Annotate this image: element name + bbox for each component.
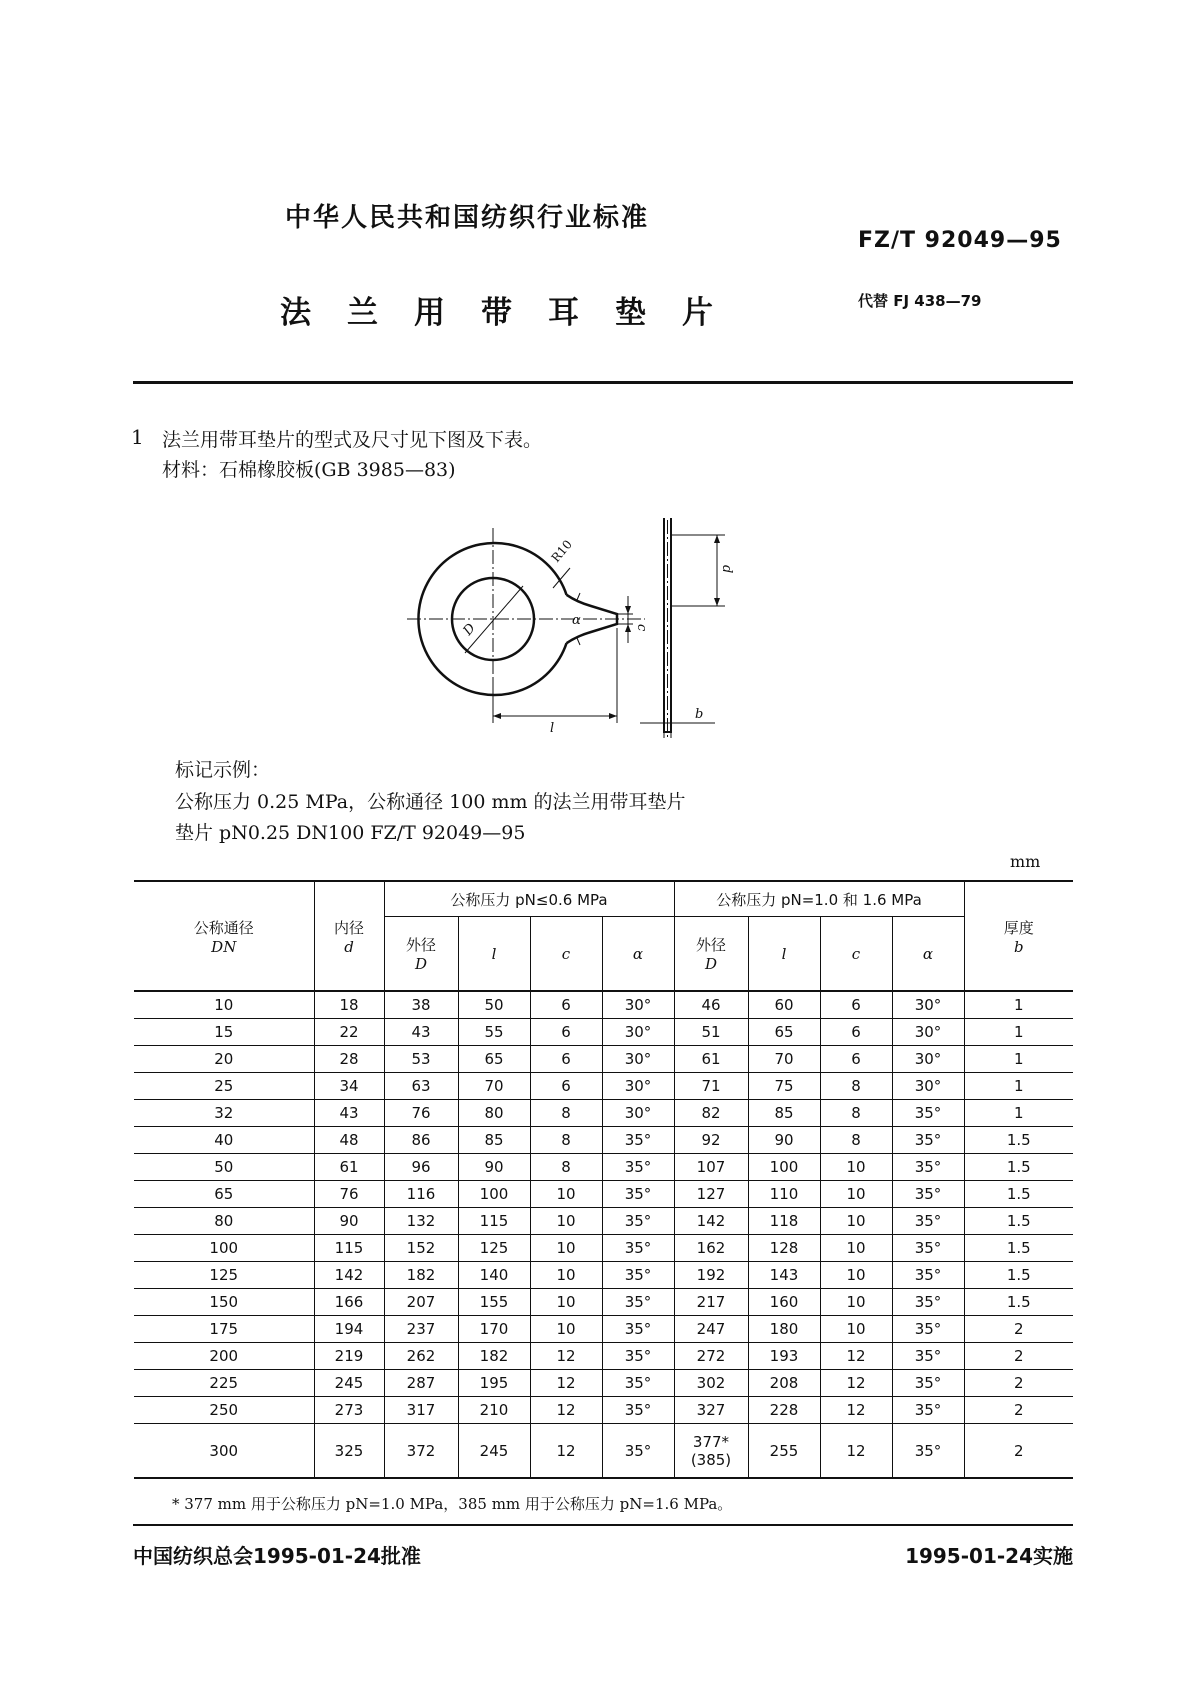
table-cell: 20: [134, 1046, 314, 1073]
table-cell: 6: [820, 991, 892, 1019]
table-cell: 35°: [602, 1424, 674, 1479]
table-cell: 70: [458, 1073, 530, 1100]
table-cell: 2: [964, 1397, 1073, 1424]
d-label: d: [719, 565, 734, 574]
r10-label: R10: [548, 537, 575, 565]
table-cell: 1.5: [964, 1262, 1073, 1289]
table-cell: 35°: [602, 1208, 674, 1235]
table-cell: 1: [964, 1073, 1073, 1100]
d2-primary: 377*: [692, 1432, 730, 1451]
table-cell: 30°: [892, 1073, 964, 1100]
table-cell: 225: [134, 1370, 314, 1397]
table-cell: 30°: [602, 991, 674, 1019]
table-row: [134, 1181, 1073, 1208]
table-cell: 219: [314, 1343, 384, 1370]
table-cell: 30°: [602, 1073, 674, 1100]
table-body: [134, 991, 1073, 1478]
marking-description: 公称压力 0.25 MPa，公称通径 100 mm 的法兰用带耳垫片: [175, 791, 686, 813]
table-cell: 118: [748, 1208, 820, 1235]
replaces-note: 代替 FJ 438—79: [858, 292, 982, 310]
table-cell: 128: [748, 1235, 820, 1262]
table-cell: 82: [674, 1100, 748, 1127]
table-header-row: [134, 881, 1073, 917]
d-label: 内径: [333, 918, 364, 937]
d-arrow-top: [714, 535, 720, 543]
table-cell: 35°: [892, 1181, 964, 1208]
table-cell: 43: [314, 1100, 384, 1127]
table-cell: 35°: [892, 1424, 964, 1479]
table-cell: 90: [458, 1154, 530, 1181]
table-row: [134, 1262, 1073, 1289]
table-cell: 1: [964, 1046, 1073, 1073]
table-cell: 12: [530, 1370, 602, 1397]
table-cell: 152: [384, 1235, 458, 1262]
table-cell: 30°: [602, 1046, 674, 1073]
table-cell: 50: [458, 991, 530, 1019]
table-cell: 245: [458, 1424, 530, 1479]
table-cell: 262: [384, 1343, 458, 1370]
c-label: c: [634, 624, 649, 632]
table-cell: 142: [674, 1208, 748, 1235]
table-cell: 48: [314, 1127, 384, 1154]
table-cell: [674, 1424, 748, 1479]
table-cell: 107: [674, 1154, 748, 1181]
table-cell: 35°: [602, 1370, 674, 1397]
table-cell: 76: [384, 1100, 458, 1127]
table-cell: 143: [748, 1262, 820, 1289]
col-dn-header: [134, 881, 314, 991]
table-row: [134, 1370, 1073, 1397]
org-title: 中华人民共和国纺织行业标准: [285, 203, 650, 233]
c-arrow-top: [625, 606, 631, 614]
c-arrow-bottom: [625, 624, 631, 632]
table-cell: 10: [820, 1289, 892, 1316]
table-cell: 35°: [892, 1343, 964, 1370]
table-cell: 55: [458, 1019, 530, 1046]
table-cell: 125: [458, 1235, 530, 1262]
table-cell: 30°: [602, 1100, 674, 1127]
table-cell: 287: [384, 1370, 458, 1397]
col-thickness-header: [964, 881, 1073, 991]
table-cell: 10: [530, 1208, 602, 1235]
table-cell: 100: [458, 1181, 530, 1208]
table-cell: 25: [134, 1073, 314, 1100]
table-cell: 110: [748, 1181, 820, 1208]
table-cell: 2: [964, 1316, 1073, 1343]
table-cell: 10: [820, 1208, 892, 1235]
d2-alternate: (385): [690, 1450, 732, 1469]
table-cell: 6: [820, 1046, 892, 1073]
table-cell: 1.5: [964, 1208, 1073, 1235]
table-cell: 8: [820, 1073, 892, 1100]
gasket-side-view: [640, 518, 725, 738]
table-cell: 208: [748, 1370, 820, 1397]
table-cell: 12: [820, 1424, 892, 1479]
table-cell: 140: [458, 1262, 530, 1289]
table-cell: 192: [674, 1262, 748, 1289]
table-cell: 8: [530, 1127, 602, 1154]
table-cell: 65: [134, 1181, 314, 1208]
table-cell: 327: [674, 1397, 748, 1424]
table-cell: 217: [674, 1289, 748, 1316]
table-cell: 250: [134, 1397, 314, 1424]
table-cell: 80: [134, 1208, 314, 1235]
table-cell: 10: [820, 1235, 892, 1262]
table-row: [134, 1073, 1073, 1100]
alpha-label: α: [572, 613, 581, 628]
table-cell: 35°: [602, 1262, 674, 1289]
table-cell: 35°: [602, 1316, 674, 1343]
table-cell: 182: [458, 1343, 530, 1370]
alpha-tick-top: [577, 593, 580, 600]
l-arrow-right: [609, 713, 617, 719]
outer-symbol: D: [414, 955, 428, 973]
table-cell: 317: [384, 1397, 458, 1424]
table-cell: 228: [748, 1397, 820, 1424]
table-cell: 1: [964, 1100, 1073, 1127]
table-cell: 170: [458, 1316, 530, 1343]
table-cell: 182: [384, 1262, 458, 1289]
table-cell: 35°: [602, 1397, 674, 1424]
table-cell: 325: [314, 1424, 384, 1479]
col-alpha-2: α: [892, 917, 964, 992]
table-cell: 150: [134, 1289, 314, 1316]
table-row: [134, 1289, 1073, 1316]
table-cell: 372: [384, 1424, 458, 1479]
table-cell: 85: [458, 1127, 530, 1154]
table-cell: 200: [134, 1343, 314, 1370]
table-cell: 12: [530, 1424, 602, 1479]
table-cell: 8: [820, 1100, 892, 1127]
table-cell: 60: [748, 991, 820, 1019]
table-cell: 1.5: [964, 1127, 1073, 1154]
table-cell: 8: [530, 1154, 602, 1181]
table-cell: 12: [820, 1343, 892, 1370]
table-cell: 35°: [602, 1289, 674, 1316]
table-cell: 35°: [892, 1397, 964, 1424]
table-row: [134, 1154, 1073, 1181]
table-cell: 53: [384, 1046, 458, 1073]
table-row: [134, 1397, 1073, 1424]
table-cell: 85: [748, 1100, 820, 1127]
table-cell: 6: [530, 1046, 602, 1073]
table-cell: 35°: [602, 1343, 674, 1370]
table-cell: 10: [530, 1262, 602, 1289]
col-outer-d-1: [384, 917, 458, 992]
table-cell: 10: [530, 1289, 602, 1316]
table-cell: 12: [530, 1343, 602, 1370]
table-cell: 43: [384, 1019, 458, 1046]
table-row: [134, 1208, 1073, 1235]
table-cell: 10: [530, 1316, 602, 1343]
table-cell: 35°: [892, 1235, 964, 1262]
table-cell: 34: [314, 1073, 384, 1100]
table-cell: 8: [820, 1127, 892, 1154]
table-cell: 2: [964, 1424, 1073, 1479]
table-cell: 30°: [892, 1046, 964, 1073]
outer-symbol: D: [704, 955, 718, 973]
table-cell: 175: [134, 1316, 314, 1343]
col-alpha-1: α: [602, 917, 674, 992]
table-cell: 51: [674, 1019, 748, 1046]
clause-number: 1: [131, 425, 144, 449]
table-cell: 35°: [892, 1208, 964, 1235]
table-cell: 70: [748, 1046, 820, 1073]
table-cell: 65: [458, 1046, 530, 1073]
table-cell: 35°: [892, 1100, 964, 1127]
table-cell: 8: [530, 1100, 602, 1127]
table-cell: 92: [674, 1127, 748, 1154]
arrowheads: [493, 606, 631, 719]
table-cell: 6: [530, 991, 602, 1019]
table-cell: 207: [384, 1289, 458, 1316]
table-cell: 125: [134, 1262, 314, 1289]
table-cell: 38: [384, 991, 458, 1019]
table-cell: 75: [748, 1073, 820, 1100]
table-cell: 35°: [892, 1127, 964, 1154]
table-cell: 10: [820, 1181, 892, 1208]
dn-label: 公称通径: [193, 918, 254, 937]
table-cell: 12: [820, 1370, 892, 1397]
table-cell: 71: [674, 1073, 748, 1100]
table-cell: 90: [314, 1208, 384, 1235]
table-cell: 96: [384, 1154, 458, 1181]
table-cell: 116: [384, 1181, 458, 1208]
table-cell: 142: [314, 1262, 384, 1289]
clause-text: 法兰用带耳垫片的型式及尺寸见下图及下表。: [162, 429, 543, 451]
table-row-last: [134, 1424, 1073, 1479]
standard-number: FZ/T 92049—95: [858, 228, 1062, 253]
table-cell: 61: [314, 1154, 384, 1181]
table-cell: 6: [530, 1073, 602, 1100]
table-cell: 10: [530, 1181, 602, 1208]
thickness-symbol: b: [1013, 937, 1024, 956]
col-d-header: [314, 881, 384, 991]
table-cell: 160: [748, 1289, 820, 1316]
table-cell: 46: [674, 991, 748, 1019]
table-cell: 10: [530, 1235, 602, 1262]
table-cell: 6: [530, 1019, 602, 1046]
table-cell: 1.5: [964, 1181, 1073, 1208]
table-row: [134, 1100, 1073, 1127]
d-symbol: d: [344, 937, 354, 956]
table-cell: 100: [134, 1235, 314, 1262]
table-cell: 18: [314, 991, 384, 1019]
table-cell: 30°: [602, 1019, 674, 1046]
table-cell: 10: [820, 1316, 892, 1343]
approval-note: 中国纺织总会1995-01-24批准: [133, 1544, 421, 1568]
table-cell: 100: [748, 1154, 820, 1181]
table-cell: 86: [384, 1127, 458, 1154]
table-cell: 237: [384, 1316, 458, 1343]
table-cell: 35°: [892, 1154, 964, 1181]
table-footnote: * 377 mm 用于公称压力 pN=1.0 MPa，385 mm 用于公称压力 pN=1.6 MPa。: [172, 1495, 733, 1513]
table-cell: 1.5: [964, 1154, 1073, 1181]
table-cell: 210: [458, 1397, 530, 1424]
table-cell: 166: [314, 1289, 384, 1316]
l-label: l: [550, 721, 555, 736]
table-cell: 50: [134, 1154, 314, 1181]
table-cell: 28: [314, 1046, 384, 1073]
outer-label: 外径: [405, 936, 436, 954]
table-cell: 6: [820, 1019, 892, 1046]
outer-label: 外径: [695, 936, 726, 954]
marking-heading: 标记示例：: [175, 759, 271, 781]
table-cell: 195: [458, 1370, 530, 1397]
table-cell: 273: [314, 1397, 384, 1424]
table-cell: 127: [674, 1181, 748, 1208]
table-cell: 194: [314, 1316, 384, 1343]
table-cell: 12: [820, 1397, 892, 1424]
table-cell: 115: [314, 1235, 384, 1262]
table-cell: 155: [458, 1289, 530, 1316]
table-row: [134, 1316, 1073, 1343]
d-arrow-bottom: [714, 598, 720, 606]
table-cell: 10: [134, 991, 314, 1019]
table-cell: 247: [674, 1316, 748, 1343]
b-label: b: [695, 707, 704, 722]
gasket-drawing: [395, 518, 795, 738]
table-cell: 30°: [892, 991, 964, 1019]
table-cell: 65: [748, 1019, 820, 1046]
table-row: [134, 991, 1073, 1019]
group-low-pressure: 公称压力 pN≤0.6 MPa: [384, 881, 674, 917]
table-cell: 245: [314, 1370, 384, 1397]
table-cell: 90: [748, 1127, 820, 1154]
table-cell: 22: [314, 1019, 384, 1046]
table-cell: 15: [134, 1019, 314, 1046]
table-row: [134, 1127, 1073, 1154]
table-row: [134, 1235, 1073, 1262]
table-cell: 272: [674, 1343, 748, 1370]
table-cell: 35°: [892, 1289, 964, 1316]
footer-divider: [133, 1524, 1073, 1526]
material-line: 材料：石棉橡胶板(GB 3985—83): [162, 459, 456, 481]
table-cell: 115: [458, 1208, 530, 1235]
table-cell: 76: [314, 1181, 384, 1208]
table-cell: 32: [134, 1100, 314, 1127]
table-cell: 35°: [602, 1235, 674, 1262]
table-cell: 1.5: [964, 1289, 1073, 1316]
table-cell: 35°: [892, 1262, 964, 1289]
col-l-1: l: [458, 917, 530, 992]
table-cell: 35°: [602, 1127, 674, 1154]
effective-date: 1995-01-24实施: [905, 1544, 1073, 1568]
table-cell: 80: [458, 1100, 530, 1127]
document-title: 法兰用带耳垫片: [280, 295, 749, 331]
table-cell: 10: [820, 1154, 892, 1181]
table-cell: 35°: [602, 1181, 674, 1208]
table-cell: 132: [384, 1208, 458, 1235]
table-cell: 300: [134, 1424, 314, 1479]
table-cell: 1: [964, 991, 1073, 1019]
group-high-pressure: 公称压力 pN=1.0 和 1.6 MPa: [674, 881, 964, 917]
table-cell: 10: [820, 1262, 892, 1289]
table-cell: 255: [748, 1424, 820, 1479]
unit-label: mm: [1010, 852, 1041, 871]
table-cell: 35°: [892, 1316, 964, 1343]
table-cell: 2: [964, 1370, 1073, 1397]
table-cell: 1.5: [964, 1235, 1073, 1262]
header-divider: [133, 381, 1073, 384]
table-cell: 30°: [892, 1019, 964, 1046]
diameter-label: D: [460, 620, 479, 639]
alpha-tick-bottom: [577, 638, 580, 645]
col-c-2: c: [820, 917, 892, 992]
table-cell: 2: [964, 1343, 1073, 1370]
table-cell: 302: [674, 1370, 748, 1397]
table-cell: 162: [674, 1235, 748, 1262]
table-cell: 61: [674, 1046, 748, 1073]
col-outer-d-2: [674, 917, 748, 992]
table-row: [134, 1343, 1073, 1370]
table-cell: 180: [748, 1316, 820, 1343]
table-cell: 35°: [892, 1370, 964, 1397]
table-cell: 12: [530, 1397, 602, 1424]
dn-symbol: DN: [211, 937, 237, 956]
thickness-label: 厚度: [1003, 918, 1034, 937]
table-row: [134, 1046, 1073, 1073]
table-row: [134, 1019, 1073, 1046]
table-cell: 35°: [602, 1154, 674, 1181]
table-cell: 1: [964, 1019, 1073, 1046]
col-c-1: c: [530, 917, 602, 992]
table-cell: 40: [134, 1127, 314, 1154]
table-cell: 193: [748, 1343, 820, 1370]
col-l-2: l: [748, 917, 820, 992]
table-cell: 63: [384, 1073, 458, 1100]
marking-code: 垫片 pN0.25 DN100 FZ/T 92049—95: [175, 822, 526, 844]
l-arrow-left: [493, 713, 501, 719]
dimension-table: [134, 880, 1073, 1479]
